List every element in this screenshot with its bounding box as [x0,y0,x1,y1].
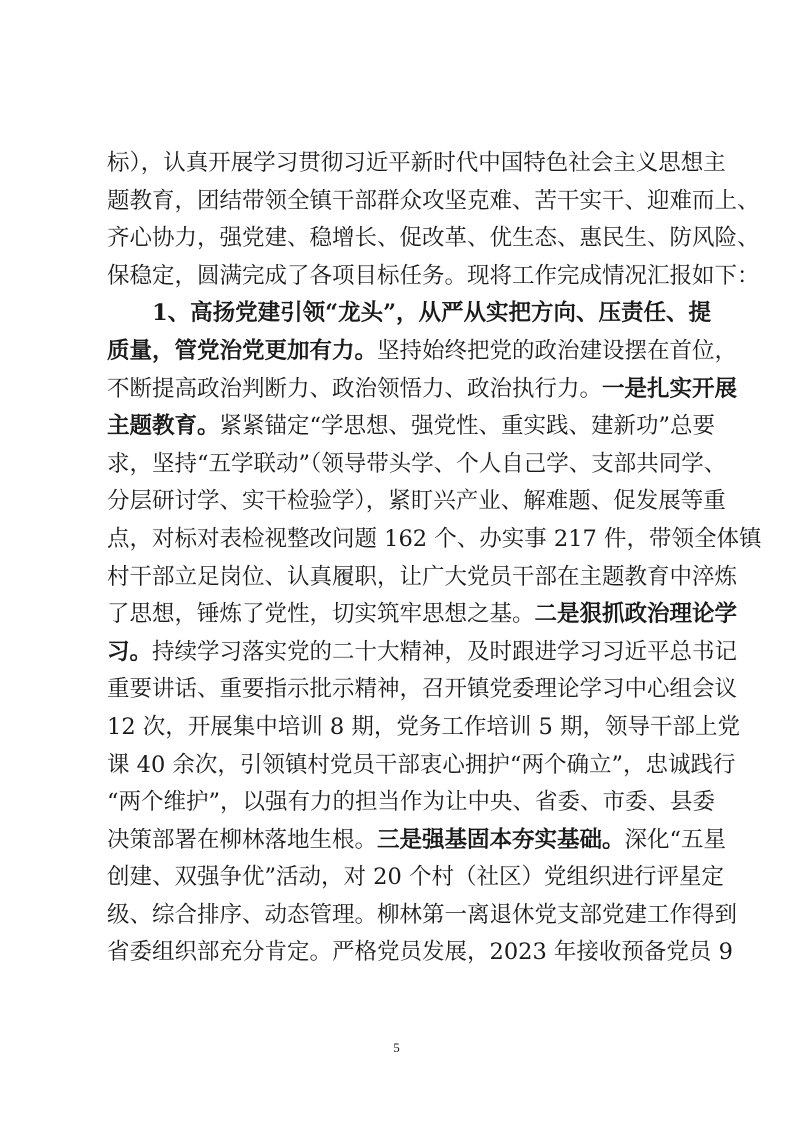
text-line [107,634,738,672]
bold-heading-text: 二是狠抓政治理论学 [534,601,738,628]
body-text-run: “两个维护”，以强有力的担当作为让中央、省委、市委、县委 [107,789,716,816]
text-line [107,145,726,183]
body-text-run: 保稳定，圆满完成了各项目标任务。现将工作完成情况汇报如下： [107,262,760,289]
bold-heading-text: 习。 [107,638,153,665]
body-text-run: 省委组织部充分肯定。严格党员发展，2023 年接收预备党员 9 [107,939,733,966]
body-text-run: 创建、双强争优”活动，对 20 个村（社区）党组织进行评星定 [107,864,724,891]
bold-heading-text: 质量，管党治党更加有力。 [107,337,378,364]
text-line [107,709,741,747]
body-text-run: 了思想，锤炼了党性，切实筑牢思想之基。 [107,601,535,628]
body-text-run: 齐心协力，强党建、稳增长、促改革、优生态、惠民生、防风险、 [107,225,760,252]
text-line [107,521,762,559]
body-text-run: 课 40 余次，引领镇村党员干部衷心拥护“两个确立”，忠诚践行 [107,751,736,778]
body-text-run: 题教育，团结带领全镇干部群众攻坚克难、苦干实干、迎难而上、 [107,187,760,214]
body-text-run: 持续学习落实党的二十大精神，及时跟进学习习近平总书记 [152,638,738,665]
text-line [107,408,716,446]
body-text-run: 级、综合排序、动态管理。柳林第一离退休党支部党建工作得到 [107,901,738,928]
body-text-run: 12 次，开展集中培训 8 期，党务工作培训 5 期，领导干部上党 [107,713,741,740]
text-line [107,671,738,709]
bold-heading-text: 主题教育。 [107,413,220,440]
body-text-run: 求，坚持“五学联动”（领导带头学、个人自己学、支部共同学、 [107,450,727,477]
text-line [107,934,733,972]
text-line [107,483,726,521]
body-text-run: 村干部立足岗位、认真履职，让广大党员干部在主题教育中淬炼 [107,563,738,590]
page-number: 5 [393,1040,400,1055]
bold-heading-text: 一是扎实开展 [602,375,738,402]
body-text-run: 深化“五星 [624,826,727,853]
text-line [107,258,760,296]
text-line [107,333,738,371]
body-text-run: 不断提高政治判断力、政治领悟力、政治执行力。 [107,375,603,402]
text-line [107,747,736,785]
bold-heading-text: 1、高扬党建引领“龙头”，从严从实把方向、压责任、提 [152,300,712,327]
text-line [107,295,712,333]
text-line [107,220,760,258]
body-text-run: 点，对标对表检视整改问题 162 个、办实事 217 件，带领全体镇 [107,525,762,552]
body-text-run: 坚持始终把党的政治建设摆在首位， [377,337,738,364]
text-line [107,596,738,634]
body-text-run: 分层研讨学、实干检验学），紧盯兴产业、解难题、促发展等重 [107,488,726,515]
text-line [107,784,716,822]
text-line [107,446,727,484]
bold-heading-text: 三是强基固本夯实基础。 [377,826,625,853]
body-text-run: 紧紧锚定“学思想、强党性、重实践、建新功”总要 [219,413,716,440]
body-text [107,145,762,972]
text-line [107,183,760,221]
text-line [107,822,727,860]
body-text-run: 决策部署在柳林落地生根。 [107,826,378,853]
text-line [107,859,724,897]
body-text-run: 重要讲话、重要指示批示精神，召开镇党委理论学习中心组会议 [107,676,738,703]
body-text-run: 标），认真开展学习贯彻习近平新时代中国特色社会主义思想主 [107,150,726,176]
text-line [107,371,738,409]
text-line [107,559,738,597]
text-line [107,897,738,935]
